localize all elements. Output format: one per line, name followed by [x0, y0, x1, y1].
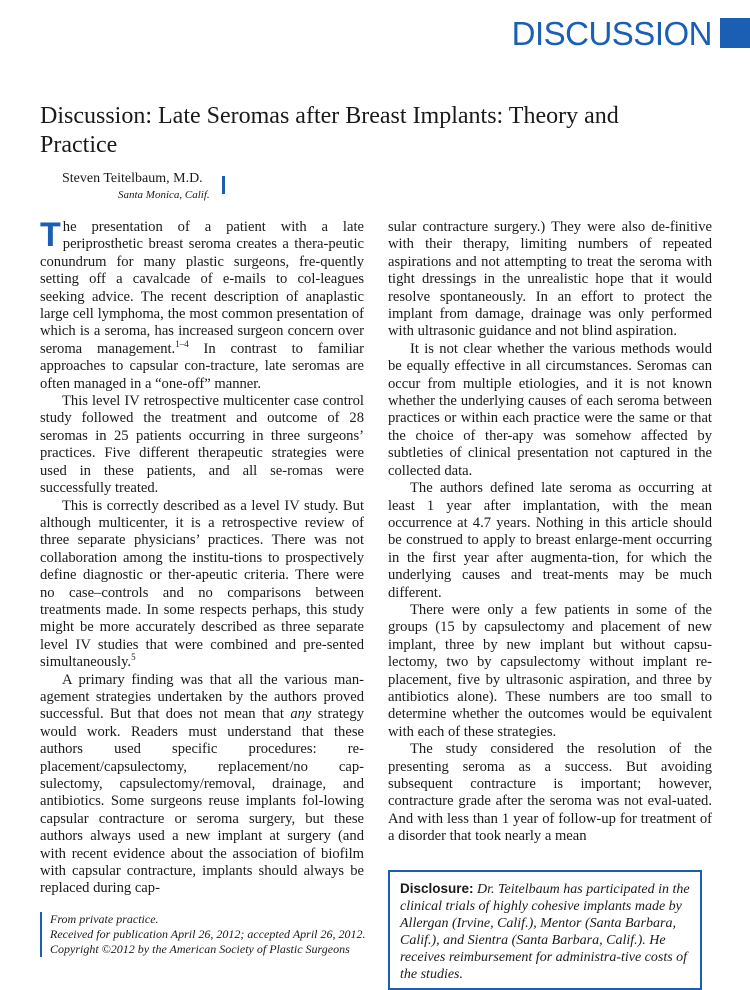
paragraph: There were only a few patients in some of the groups (15 by capsulectomy and placement of new implant, three by new implant but without capsu-lectomy, two by capsulectomy without implant re-placement, five by ultrasonic aspiration, and three by antibiotics alone). These numbers are too small to determine whether the outcomes would be equivalent with each of these strategies.: [388, 601, 712, 740]
paragraph-text: This is correctly described as a level IV study. But although multicenter, it is a retrospective review of three separate physicians’ practices. There was not collaboration among the institu-tions to prospectively define diagnostic or ther-apeutic criteria. There were no case–controls and no comparisons between treatments made. In some respects perhaps, this study might be more accurately described as three separate level IV studies that were combined and pre-sented simultaneously.: [40, 497, 364, 671]
left-column: [40, 216, 364, 898]
byline: [62, 170, 210, 202]
section-marker-block: [720, 18, 750, 48]
paragraph: The authors defined late seroma as occurring at least 1 year after implantation, with the mean occurrence at 4.7 years. Nothing in this article should be construed to apply to breast enlarge-ment occurring in the first year after augmenta-tion, for which the underlying causes and treat-ments may be much different.: [388, 480, 712, 601]
disclosure-text: Dr. Teitelbaum has participated in the clinical trials of highly cohesive implants made by Allergan (Irvine, Calif.), Mentor (Santa Barbara, Calif.), and Sientra (Santa Barbara, Calif.). He receives reimbursement for administra-tive costs of the studies.: [400, 882, 690, 982]
paragraph: It is not clear whether the various methods would be equally effective in all circumstances. Seromas can occur from multiple etiologies, and it is not known whether the underlying causes of each seroma between practices or within each practice were the same or that the choice of ther-apy was somehow affected by subtleties of clinical presentation not captured in the collected data.: [388, 340, 712, 479]
paragraph: [40, 216, 364, 393]
paragraph-text: strategy would work. Readers must understand that these authors used specific procedures: re-placement/capsulectomy, replacement/no cap-sulectomy, capsulectomy/removal, drainage, and antibiotics. Some surgeons reuse implants fol-lowing capsular contracture or seroma surgery, but these authors always used a new implant at surgery (and with recent evidence about the association of biofilm with capsular contracture, implants should always be replaced during cap-: [40, 706, 364, 897]
footnote-line: Copyright ©2012 by the American Society of Plastic Surgeons: [50, 942, 350, 956]
paragraph: This level IV retrospective multicenter case control study followed the treatment and outcome of 28 seromas in 25 patients occurring in three surgeons’ practices. Five different therapeutic strategies were used in these patients, and all se-romas were successfully treated.: [40, 393, 364, 497]
disclosure-label: Disclosure:: [400, 881, 474, 896]
paragraph-text: In contrast to familiar approaches to capsular con-tracture, late seromas are often managed in a “one-off” manner.: [40, 340, 364, 392]
paragraph-text: he presentation of a patient with a late periprosthetic breast seroma creates a thera-peutic conundrum for many plastic surgeons, fre-quently setting off a cavalcade of e-mails to col-leagues seeking advice. The recent description of anaplastic large cell lymphoma, the most common presentation of which is a seroma, has increased surgeon concern over seroma management.: [40, 219, 364, 357]
drop-cap: T: [40, 216, 61, 254]
article-title: Discussion: Late Seromas after Breast Implants: Theory and Practice: [40, 103, 619, 158]
paragraph: [40, 672, 364, 898]
byline-accent-bar: [222, 176, 225, 194]
section-header: [512, 14, 750, 52]
citation-ref: 5: [131, 652, 136, 663]
paragraph-text: A primary finding was that all the various man-agement strategies undertaken by the authors proved successful. But that does not mean that: [40, 671, 364, 723]
paragraph: [40, 498, 364, 672]
author-name: Steven Teitelbaum, M.D.: [62, 171, 203, 186]
citation-ref: 1–4: [175, 338, 189, 349]
emphasis-text: any: [290, 706, 312, 723]
paragraph: sular contracture surgery.) They were also de-finitive with their therapy, limiting numbers of repeated aspirations and not attempting to treat the seroma with tight dressings in the unrealistic hope that it would resolve spontaneously. In an effort to protect the implant from damage, drainage was only performed with ultrasonic guidance and not blind aspiration.: [388, 219, 712, 340]
article-footnote: [40, 912, 378, 957]
footnote-line: Received for publication April 26, 2012; accepted April 26, 2012.: [50, 927, 366, 941]
footnote-line: From private practice.: [50, 912, 159, 926]
author-affiliation: Santa Monica, Calif.: [118, 189, 210, 201]
right-column: [388, 219, 712, 846]
disclosure-box: [388, 870, 702, 990]
section-label: DISCUSSION: [511, 14, 712, 52]
paragraph: The study considered the resolution of the presenting seroma as a success. But avoiding subsequent contracture is important; however, contracture grade after the seroma was not eval-uated. And with less than 1 year of follow-up for treatment of a disorder that took nearly a mean: [388, 741, 712, 845]
